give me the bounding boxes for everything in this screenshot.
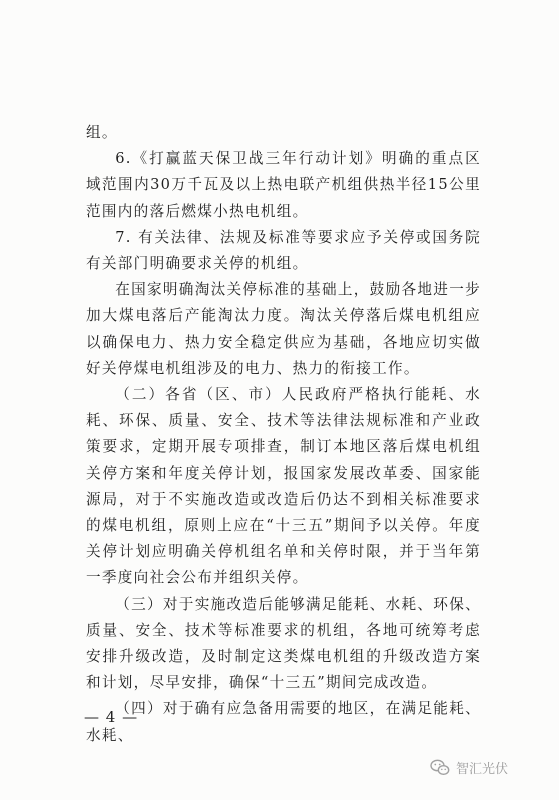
body-text (86, 120, 481, 749)
paragraph-section-4: （四）对于确有应急备用需要的地区，在满足能耗、水耗、 (86, 700, 481, 744)
paragraph-section-3: （三）对于实施改造后能够满足能耗、水耗、环保、质量、安全、技术等标准要求的机组，各地可统筹考虑安排升级改造，及时制定这类煤电机组的升级改造方案和计划，尽早安排，确保“十三五”期间完成改造。 (86, 595, 481, 692)
watermark-text: 智汇光伏 (456, 762, 509, 777)
paragraph-continuation: 组。 (86, 124, 118, 141)
page-number: — 4 — (84, 708, 139, 726)
paragraph-section-2: （二）各省（区、市）人民政府严格执行能耗、水耗、环保、质量、安全、技术等法律法规标准和产业政策要求，定期开展专项排查，制订本地区落后煤电机组关停方案和年度关停计划，报国家发展改革委、国家能源局，对于不实施改造或改造后仍达不到相关标准要求的煤电机组，原则上应在“十三五”期间予以关停。年度关停计划应明确关停机组名单和关停时限，并于当年第一季度向社会公布并组织关停。 (86, 386, 481, 587)
paragraph-encouragement: 在国家明确淘汰关停标准的基础上，鼓励各地进一步加大煤电落后产能淘汰力度。淘汰关停落后煤电机组应以确保电力、热力安全稳定供应为基础，各地应切实做好关停煤电机组涉及的电力、热力的衔接工作。 (86, 281, 481, 377)
wechat-icon (430, 759, 450, 776)
watermark (430, 758, 508, 777)
paragraph-item-7: 7. 有关法律、法规及标准等要求应予关停或国务院有关部门明确要求关停的机组。 (86, 228, 481, 273)
paragraph-item-6: 6.《打赢蓝天保卫战三年行动计划》明确的重点区域范围内30万千瓦及以上热电联产机组供热半径15公里范围内的落后燃煤小热电机组。 (86, 150, 481, 220)
